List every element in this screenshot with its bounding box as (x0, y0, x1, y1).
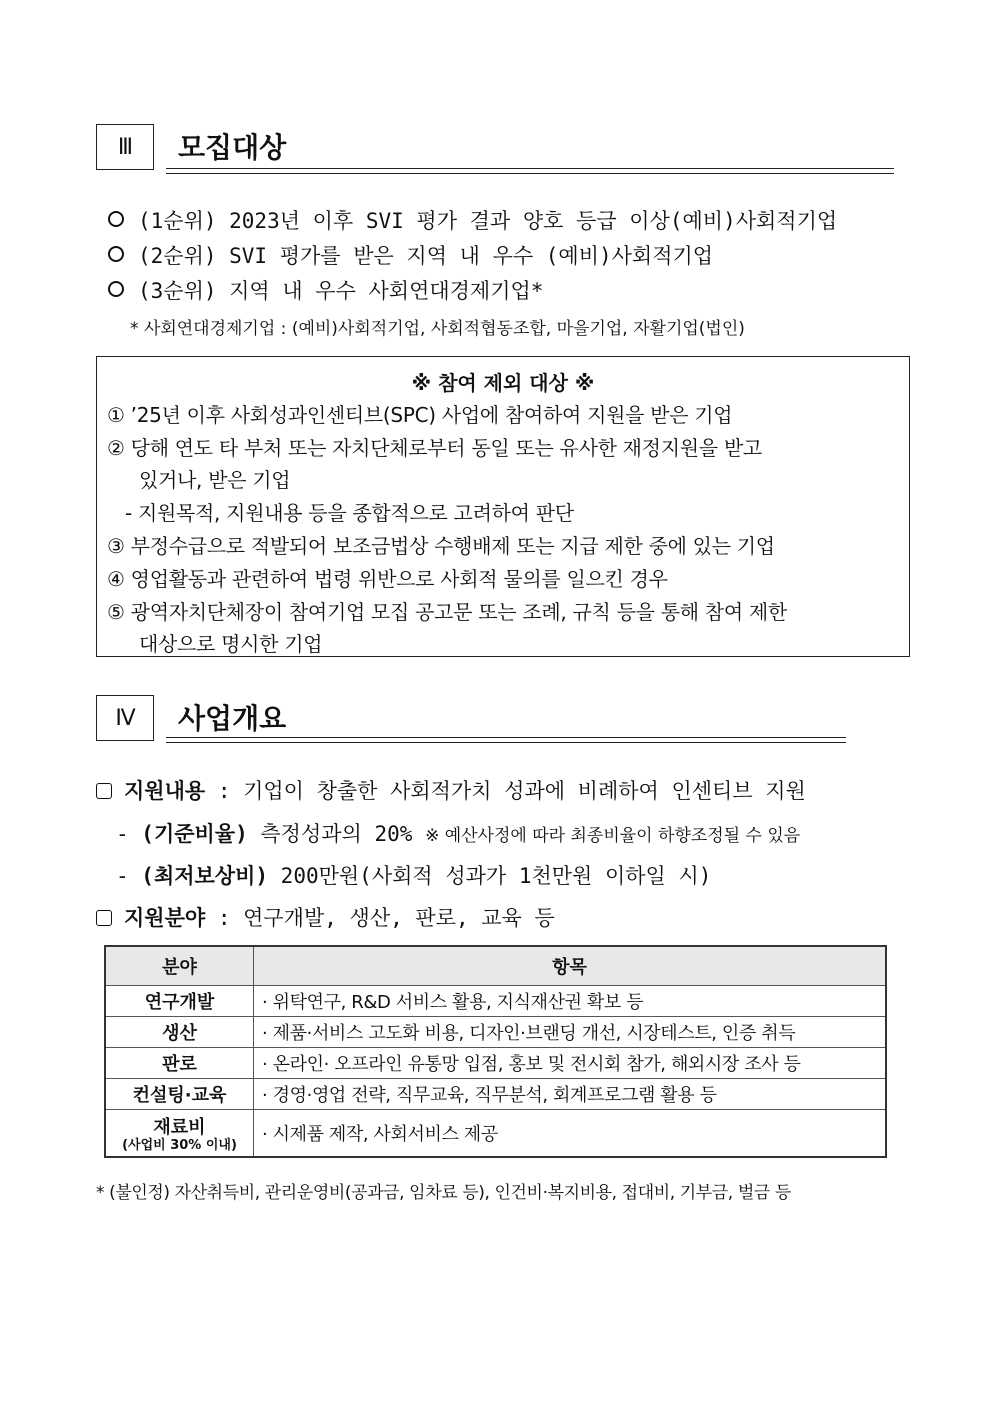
table-row (105, 986, 886, 1017)
section-4-numeral: Ⅳ (96, 695, 154, 741)
table-cell-desc: · 위탁연구, R&D 서비스 활용, 지식재산권 확보 등 (254, 986, 887, 1017)
exclusion-line-4: ④ 영업활동과 관련하여 법령 위반으로 사회적 물의를 일으킨 경우 (107, 567, 668, 591)
min-comp-text: 200만원(사회적 성과가 1천만원 이하일 시) (280, 864, 712, 888)
support-content-text: : 기업이 창출한 사회적가치 성과에 비례하여 인센티브 지원 (217, 779, 806, 803)
table-footnote: * (불인정) 자산취득비, 관리운영비(공과금, 임차료 등), 인건비·복지비용, 접대비, 기부금, 벌금 등 (96, 1183, 791, 1203)
table-cell-desc: · 온라인· 오프라인 유통망 입점, 홍보 및 전시회 참가, 해외시장 조사 등 (254, 1048, 887, 1079)
circle-bullet-icon (108, 211, 124, 227)
base-ratio-note: ※ 예산사정에 따라 최종비율이 하향조정될 수 있음 (425, 826, 801, 846)
recruit-footnote: * 사회연대경제기업 : (예비)사회적기업, 사회적협동조합, 마을기업, 자활기업(법인) (130, 319, 745, 339)
table-cell-category-main: 재료비 (153, 1117, 206, 1138)
table-header-category: 분야 (105, 946, 254, 986)
table-row (105, 1048, 886, 1079)
min-comp-label: (최저보상비) (141, 864, 269, 888)
exclusion-line-5: ⑤ 광역자치단체장이 참여기업 모집 공고문 또는 조례, 규칙 등을 통해 참여 제한 (107, 600, 787, 624)
table-cell-category: 컨설팅·교육 (105, 1079, 254, 1110)
table-cell-desc: · 시제품 제작, 사회서비스 제공 (254, 1110, 887, 1158)
table-cell-desc: · 경영·영업 전략, 직무교육, 직무분석, 회계프로그램 활용 등 (254, 1079, 887, 1110)
table-header-item: 항목 (254, 946, 887, 986)
section-3-rule (166, 168, 894, 174)
table-row (105, 1017, 886, 1048)
section-4-header (96, 695, 896, 743)
exclusion-line-3: ③ 부정수급으로 적발되어 보조금법상 수행배제 또는 지급 제한 중에 있는 기업 (107, 534, 775, 558)
section-3-title: 모집대상 (178, 131, 287, 164)
recruit-item-2: (2순위) SVI 평가를 받은 지역 내 우수 (예비)사회적기업 (108, 240, 713, 270)
section-4-title: 사업개요 (178, 702, 287, 735)
base-ratio-label: (기준비율) (141, 822, 248, 846)
support-content-label: 지원내용 (124, 779, 206, 803)
support-field (96, 902, 555, 932)
section-3-numeral: Ⅲ (96, 124, 154, 170)
table-cell-category: 판로 (105, 1048, 254, 1079)
circle-bullet-icon (108, 281, 124, 297)
base-ratio: - (기준비율) 측정성과의 20% ※ 예산사정에 따라 최종비율이 하향조정될 수 있음 (116, 822, 801, 846)
exclusion-box (96, 356, 910, 657)
exclusion-line-1: ① ’25년 이후 사회성과인센티브(SPC) 사업에 참여하여 지원을 받은 기업 (107, 403, 733, 427)
circle-bullet-icon (108, 246, 124, 262)
section-3-header (96, 124, 896, 172)
exclusion-subnote: - 지원목적, 지원내용 등을 종합적으로 고려하여 판단 (125, 501, 574, 525)
recruit-item-1: (1순위) 2023년 이후 SVI 평가 결과 양호 등급 이상(예비)사회적기업 (108, 205, 837, 235)
table-row (105, 1079, 886, 1110)
table-cell-category: 생산 (105, 1017, 254, 1048)
table-header-row (105, 946, 886, 986)
exclusion-title: ※ 참여 제외 대상 ※ (411, 371, 595, 395)
support-content (96, 775, 806, 805)
exclusion-line-5-cont: 대상으로 명시한 기업 (139, 632, 323, 656)
exclusion-line-2: ② 당해 연도 타 부처 또는 자치단체로부터 동일 또는 유사한 재정지원을 받고 (107, 436, 762, 460)
min-compensation: - (최저보상비) 200만원(사회적 성과가 1천만원 이하일 시) (116, 864, 712, 888)
section-4-rule (166, 737, 846, 743)
table-cell-category (105, 1110, 254, 1158)
table-cell-category: 연구개발 (105, 986, 254, 1017)
exclusion-line-2-cont: 있거나, 받은 기업 (139, 468, 291, 492)
table-cell-desc: · 제품·서비스 고도화 비용, 디자인·브랜딩 개선, 시장테스트, 인증 취득 (254, 1017, 887, 1048)
support-fields-table (104, 945, 887, 1158)
square-bullet-icon (96, 783, 112, 799)
support-field-label: 지원분야 (124, 906, 206, 930)
base-ratio-text: 측정성과의 20% (260, 822, 413, 846)
table-cell-category-sub: (사업비 30% 이내) (122, 1138, 237, 1153)
square-bullet-icon (96, 910, 112, 926)
support-field-text: : 연구개발, 생산, 판로, 교육 등 (217, 906, 555, 930)
recruit-item-3: (3순위) 지역 내 우수 사회연대경제기업* (108, 275, 543, 305)
table-row (105, 1110, 886, 1158)
